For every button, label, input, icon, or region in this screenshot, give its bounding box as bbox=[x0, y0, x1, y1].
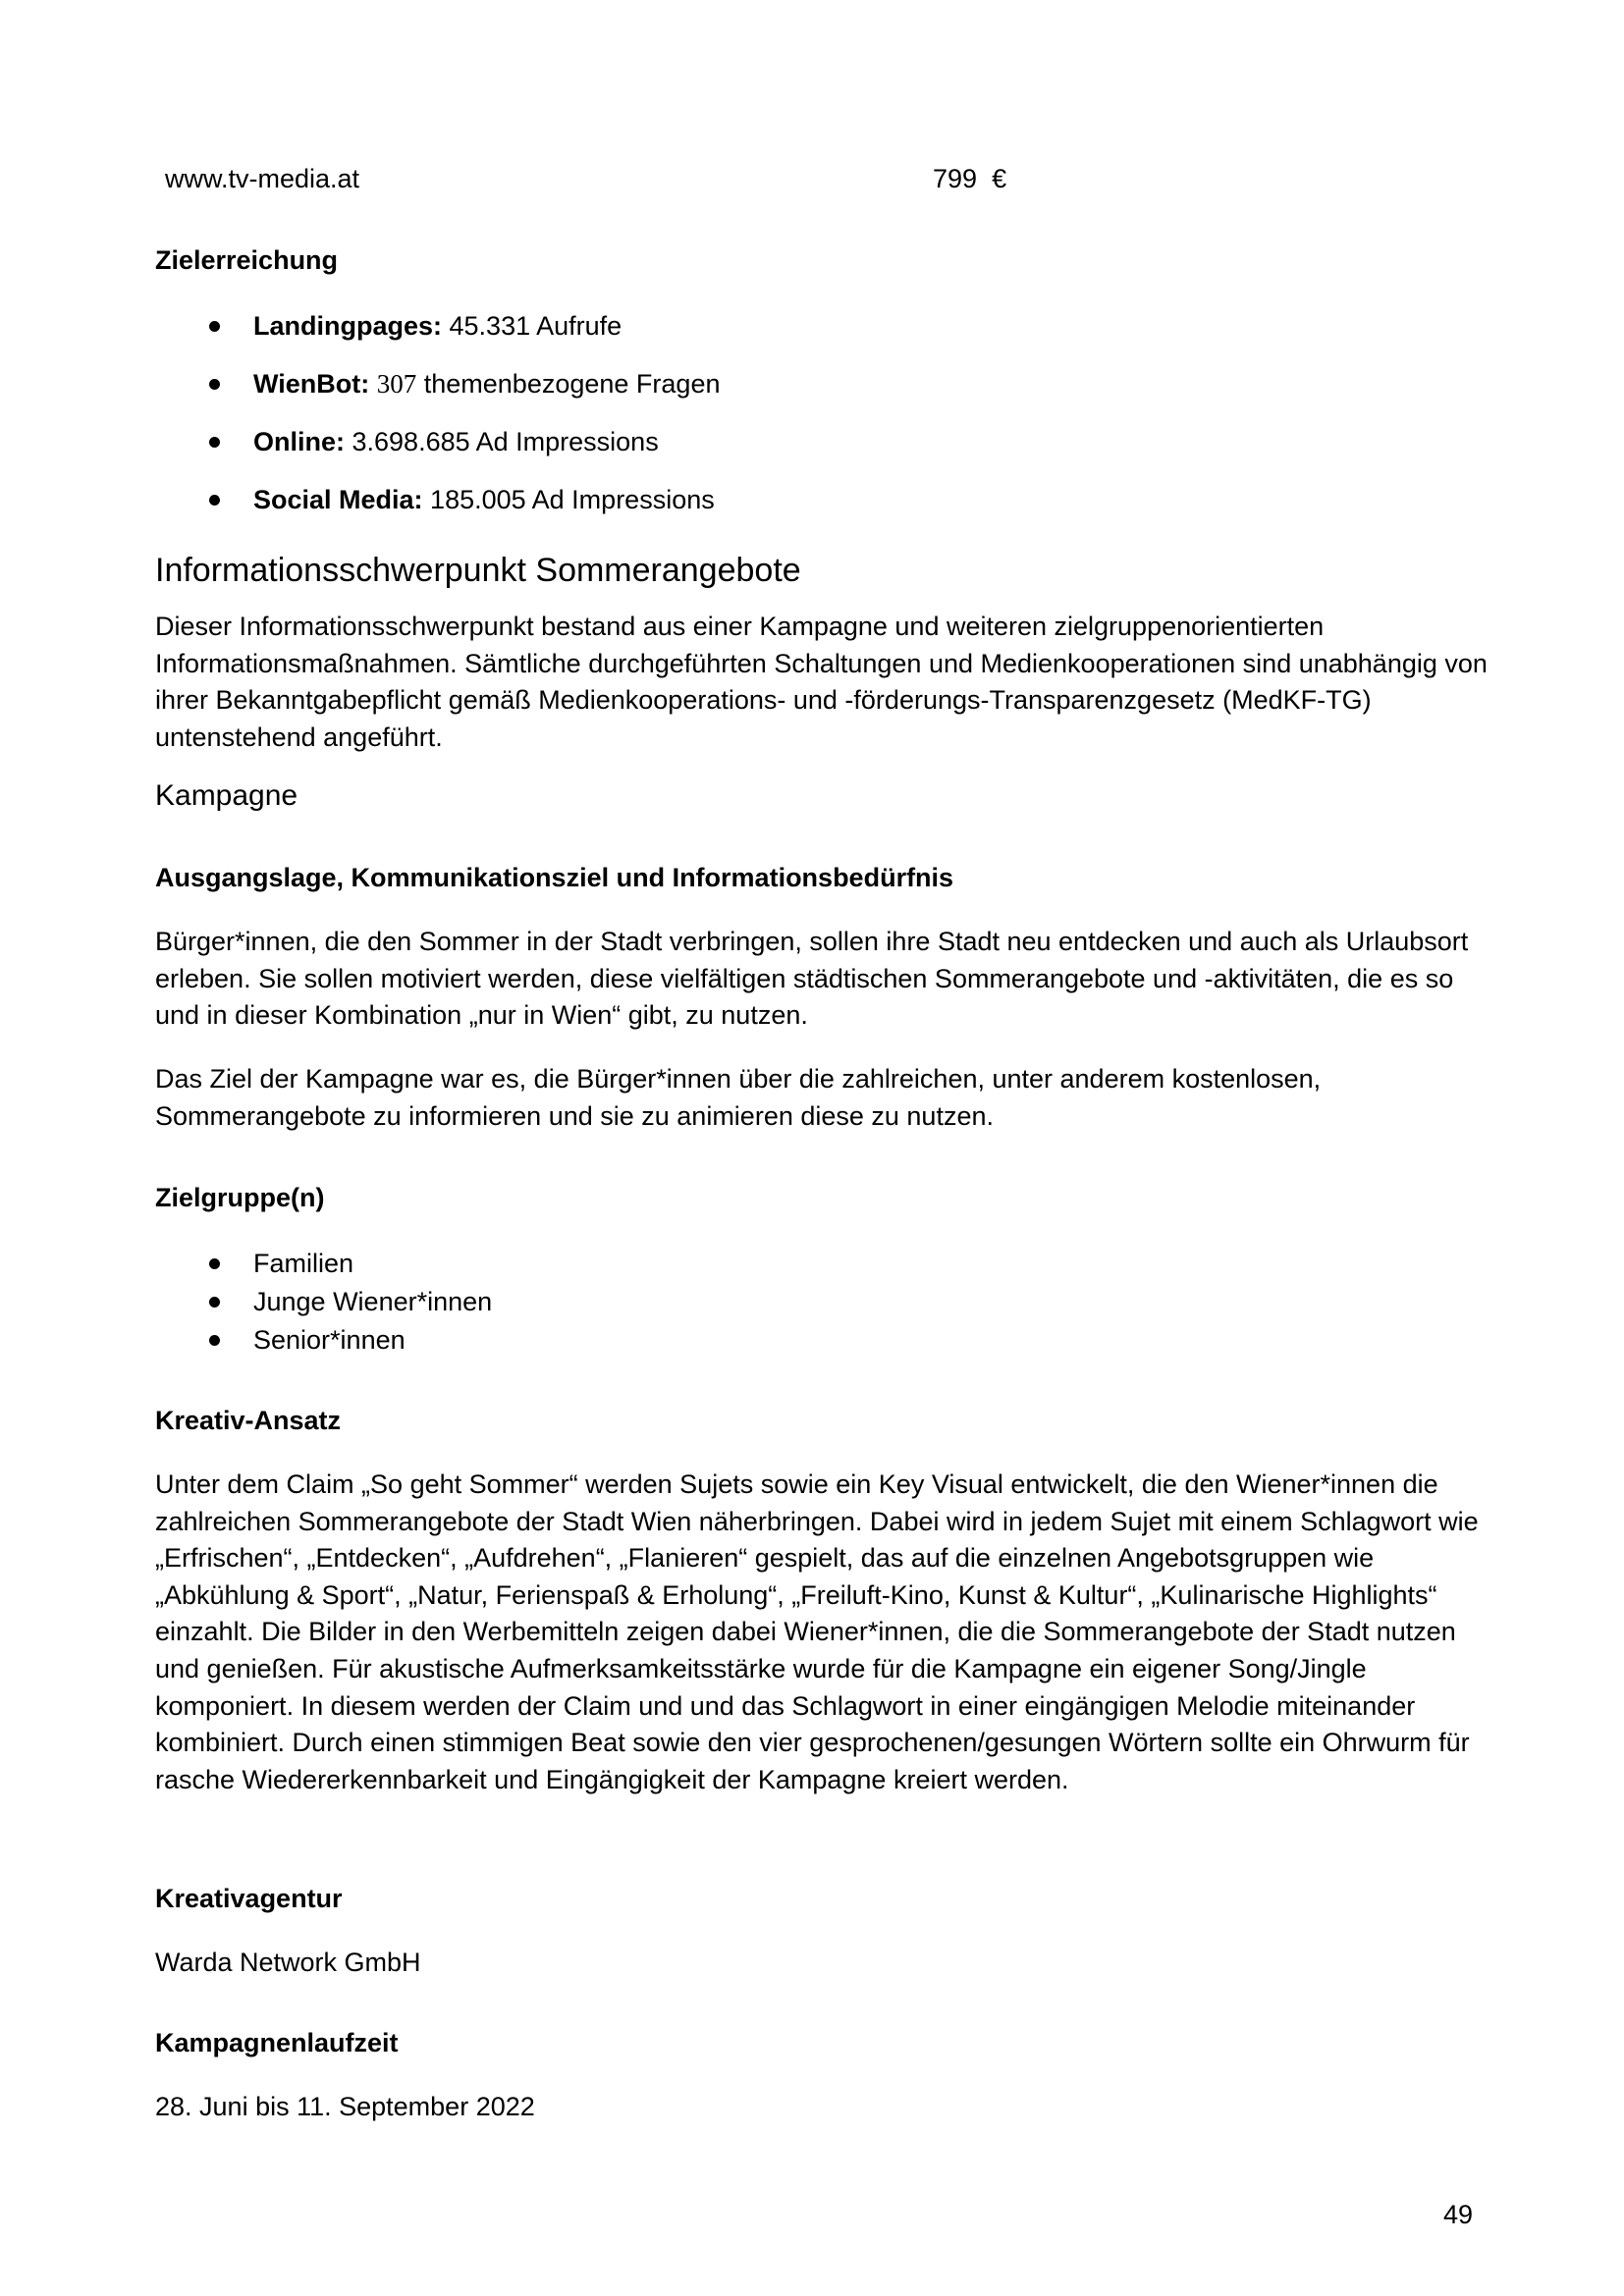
goal-item-text: themenbezogene Fragen bbox=[416, 369, 721, 399]
goal-item-text: 185.005 Ad Impressions bbox=[422, 485, 715, 514]
runtime-dates: 28. Juni bis 11. September 2022 bbox=[155, 2092, 535, 2121]
goal-item-text: 3.698.685 Ad Impressions bbox=[345, 427, 659, 456]
goal-item-label: Landingpages: bbox=[253, 311, 443, 341]
bullet-icon bbox=[209, 1335, 220, 1346]
agency-heading: Kreativagentur bbox=[155, 1884, 343, 1913]
media-website: www.tv-media.at bbox=[165, 164, 360, 193]
goal-item-label: WienBot: bbox=[253, 369, 370, 399]
section-title: Informationsschwerpunkt Sommerangebote bbox=[155, 552, 801, 589]
page-number: 49 bbox=[1443, 2200, 1474, 2229]
situation-paragraph-2: Das Ziel der Kampagne war es, die Bürger*innen über die zahlreichen, unter anderem kostenlosen, Sommerangebote zu informieren und sie zu animieren diese zu nutzen. bbox=[155, 1064, 1322, 1131]
target-group-item: Senior*innen bbox=[253, 1325, 406, 1355]
target-groups-heading: Zielgruppe(n) bbox=[155, 1183, 325, 1212]
goal-item bbox=[253, 423, 659, 460]
agency-name: Warda Network GmbH bbox=[155, 1948, 421, 1977]
goal-heading: Zielerreichung bbox=[155, 245, 339, 275]
target-group-item: Junge Wiener*innen bbox=[253, 1287, 493, 1316]
bullet-icon bbox=[209, 495, 220, 506]
currency-symbol: € bbox=[992, 164, 1007, 193]
bullet-icon bbox=[209, 379, 220, 390]
situation-paragraph-1: Bürger*innen, die den Sommer in der Stadt verbringen, sollen ihre Stadt neu entdecken und auch als Urlaubsort erleben. Sie sollen motiviert werden, diese vielfältigen städtischen Sommerangebote und -aktivitäten, die es so und in dieser Kombination „nur in Wien“ gibt, zu nutzen. bbox=[155, 927, 1469, 1030]
creative-paragraph: Unter dem Claim „So geht Sommer“ werden Sujets sowie ein Key Visual entwickelt, die den Wiener*innen die zahlreichen Sommerangebote der Stadt Wien näherbringen. Dabei wird in jedem Sujet mit einem Schlagwort wie „Erfrischen“, „Entdecken“, „Aufdrehen“, „Flanieren“ gespielt, das auf die einzelnen Angebotsgruppen wie „Abkühlung & Sport“, „Natur, Ferienspaß & Erholung“, „Freiluft-Kino, Kunst & Kultur“, „Kulinarische Highlights“ einzahlt. Die Bilder in den Werbemitteln zeigen dabei Wiener*innen, die die Sommerangebote der Stadt nutzen und genießen. Für akustische Aufmerksamkeitsstärke wurde für die Kampagne ein eigener Song/Jingle komponiert. In diesem werden der Claim und und das Schlagwort in einer eingängigen Melodie miteinander kombiniert. Durch einen stimmigen Beat sowie den vier gesprochenen/gesungen Wörtern sollte ein Ohrwurm für rasche Wiedererkennbarkeit und Eingängigkeit der Kampagne kreiert werden. bbox=[155, 1469, 1479, 1794]
amount-value: 799 bbox=[933, 164, 978, 193]
creative-heading: Kreativ-Ansatz bbox=[155, 1406, 342, 1435]
goal-item-label: Online: bbox=[253, 427, 345, 456]
goal-item bbox=[253, 365, 720, 402]
bullet-icon bbox=[209, 1258, 220, 1269]
bullet-icon bbox=[209, 1297, 220, 1308]
goal-item-number: 307 bbox=[376, 369, 417, 399]
media-amount bbox=[933, 160, 1006, 197]
section-subtitle: Kampagne bbox=[155, 779, 298, 812]
section-intro: Dieser Informationsschwerpunkt bestand aus einer Kampagne und weiteren zielgruppenorientierten Informationsmaßnahmen. Sämtliche durchgeführten Schaltungen und Medienkooperationen sind unabhängig von ihrer Bekanntgabepflicht gemäß Medienkooperations- und -förderungs-Transparenzgesetz (MedKF-TG) untenstehend angeführt. bbox=[155, 612, 1488, 752]
target-group-item: Familien bbox=[253, 1249, 354, 1278]
runtime-heading: Kampagnenlaufzeit bbox=[155, 2028, 399, 2057]
bullet-icon bbox=[209, 437, 220, 448]
goal-item bbox=[253, 307, 622, 345]
situation-heading: Ausgangslage, Kommunikationsziel und Informationsbedürfnis bbox=[155, 863, 954, 892]
goal-item bbox=[253, 481, 715, 518]
goal-item-label: Social Media: bbox=[253, 485, 423, 514]
goal-item-text: 45.331 Aufrufe bbox=[442, 311, 623, 341]
bullet-icon bbox=[209, 321, 220, 332]
